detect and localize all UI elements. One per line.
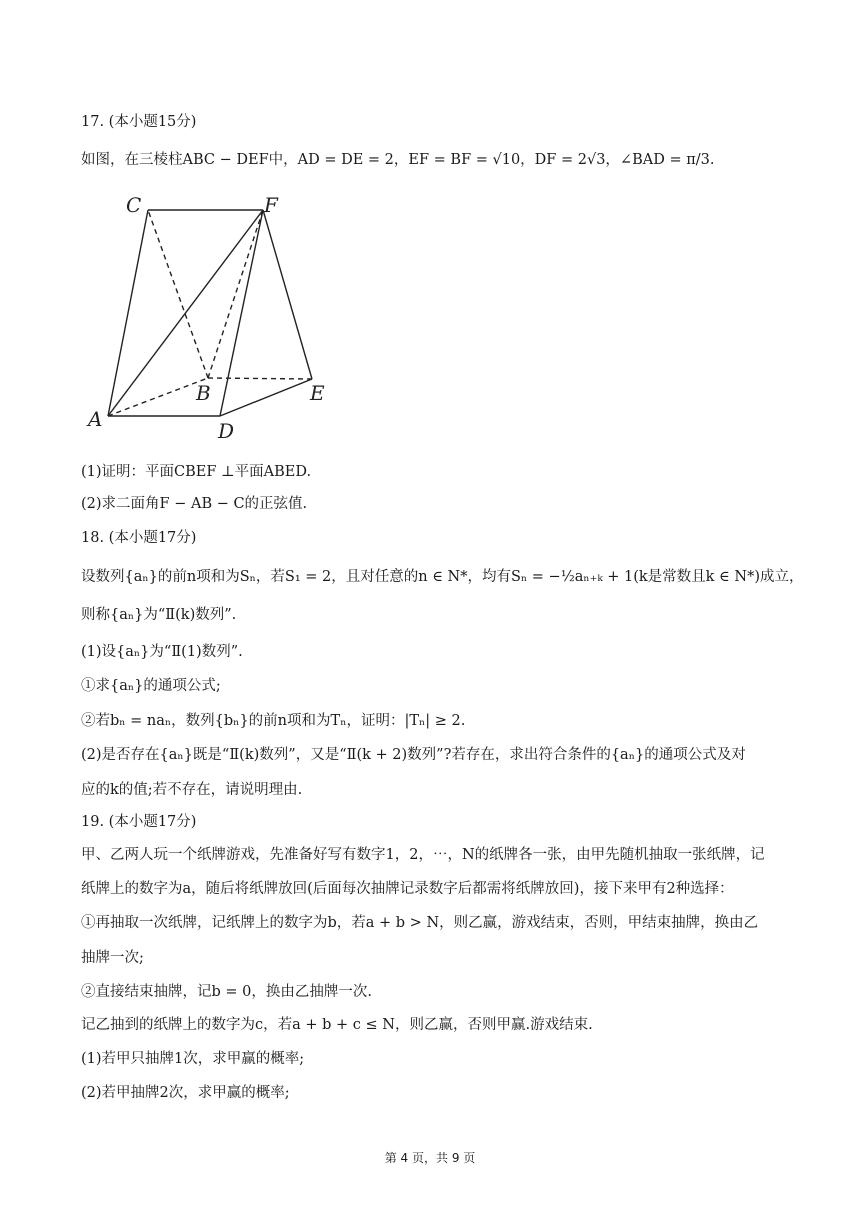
problem-18-part-2-line-2: 应的k的值;若不存在，请说明理由. xyxy=(81,782,303,798)
edge-AF xyxy=(108,210,263,416)
problem-17-part-2: (2)求二面角F − AB − C的正弦值. xyxy=(81,496,308,512)
label-A: A xyxy=(88,407,103,431)
edge-AC xyxy=(108,210,148,416)
label-F: F xyxy=(264,193,278,217)
label-B: B xyxy=(196,381,211,405)
edge-EF xyxy=(263,210,312,379)
problem-19-line-2: 纸牌上的数字为a，随后将纸牌放回(后面每次抽牌记录数字后都需将纸牌放回)，接下来甲有2种选择： xyxy=(81,881,734,897)
problem-18-part-1-ii: ②若bₙ = naₙ，数列{bₙ}的前n项和为Tₙ，证明：|Tₙ| ≥ 2. xyxy=(81,713,466,729)
edge-DF xyxy=(220,210,263,416)
problem-19-line-6: 记乙抽到的纸牌上的数字为c，若a + b + c ≤ N，则乙赢，否则甲赢.游戏结束. xyxy=(81,1017,593,1033)
edge-BE xyxy=(208,378,312,379)
problem-19-line-4: 抽牌一次; xyxy=(81,950,144,966)
label-E: E xyxy=(310,381,325,405)
label-C: C xyxy=(126,193,142,217)
problem-18-header: 18. (本小题17分) xyxy=(81,530,197,546)
problem-19-line-8: (2)若甲抽牌2次，求甲赢的概率; xyxy=(81,1085,290,1101)
problem-18-stem-line-1: 设数列{aₙ}的前n项和为Sₙ，若S₁ = 2，且对任意的n ∈ N*，均有Sₙ = −½aₙ₊ₖ + 1(k是常数且k ∈ N*)成立， xyxy=(81,569,804,585)
page-footer: 第 4 页，共 9 页 xyxy=(384,1151,476,1165)
problem-18-part-2-line-1: (2)是否存在{aₙ}既是“Ⅱ(k)数列”，又是“Ⅱ(k + 2)数列”?若存在，求出符合条件的{aₙ}的通项公式及对 xyxy=(81,747,746,763)
edge-BF xyxy=(208,210,263,378)
label-D: D xyxy=(218,419,235,440)
triangular-prism-figure xyxy=(86,190,336,440)
problem-19-header: 19. (本小题17分) xyxy=(81,814,197,830)
edge-DE xyxy=(220,379,312,416)
problem-18-stem-line-2: 则称{aₙ}为“Ⅱ(k)数列”. xyxy=(81,607,237,623)
problem-17-part-1: (1)证明：平面CBEF ⊥平面ABED. xyxy=(81,464,312,480)
problem-18-part-1-i: ①求{aₙ}的通项公式; xyxy=(81,678,221,694)
problem-17-stem: 如图，在三棱柱ABC − DEF中，AD = DE = 2，EF = BF = √10，DF = 2√3，∠BAD = π/3. xyxy=(81,152,715,168)
problem-19-line-3: ①再抽取一次纸牌，记纸牌上的数字为b，若a + b > N，则乙赢，游戏结束，否则，甲结束抽牌，换由乙 xyxy=(81,915,759,931)
problem-17-header: 17. (本小题15分) xyxy=(81,114,197,130)
problem-18-part-1: (1)设{aₙ}为“Ⅱ(1)数列”. xyxy=(81,644,243,660)
problem-19-line-1: 甲、乙两人玩一个纸牌游戏，先准备好写有数字1，2，⋯，N的纸牌各一张，由甲先随机抽取一张纸牌，记 xyxy=(81,847,765,863)
problem-19-line-7: (1)若甲只抽牌1次，求甲赢的概率; xyxy=(81,1051,305,1067)
problem-19-line-5: ②直接结束抽牌，记b = 0，换由乙抽牌一次. xyxy=(81,984,372,1000)
